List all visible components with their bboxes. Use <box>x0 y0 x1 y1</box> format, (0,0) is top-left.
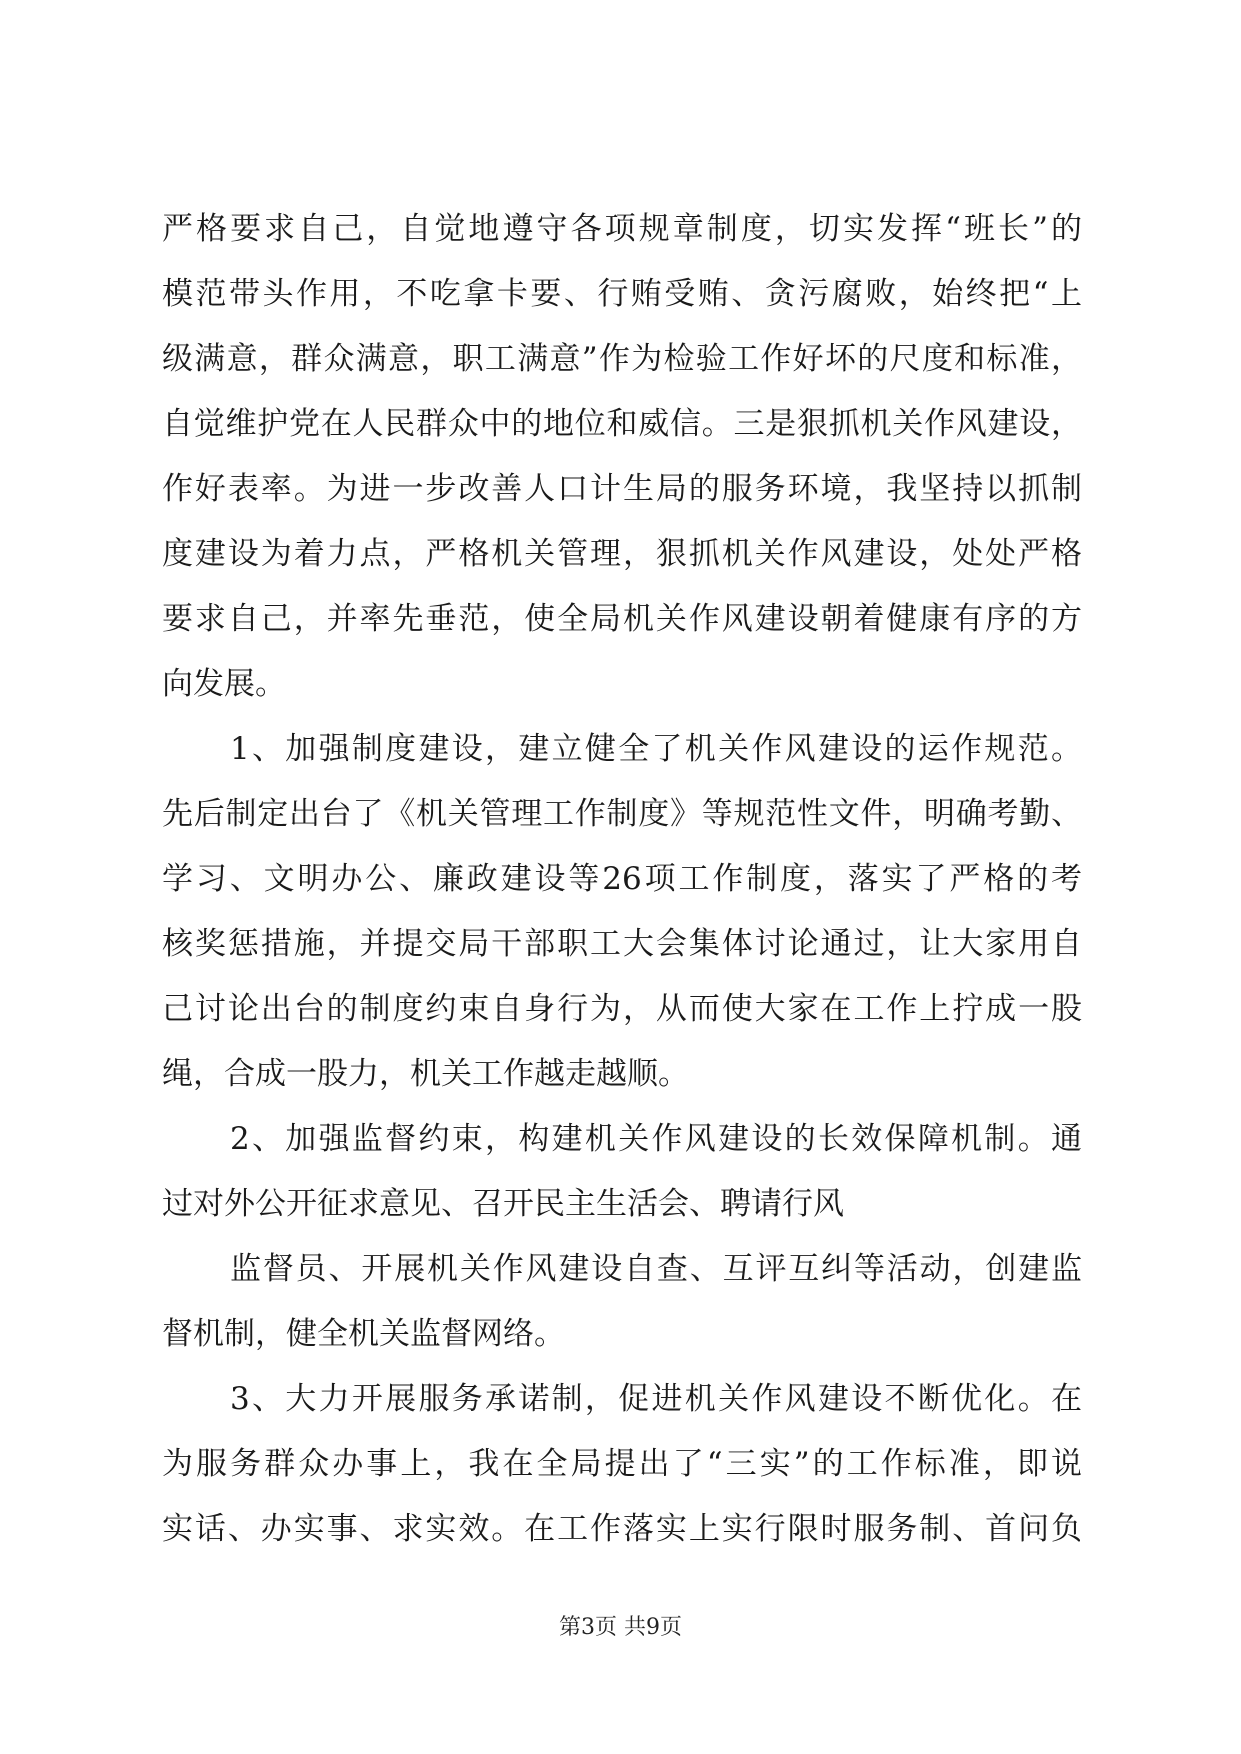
text-line: 先后制定出台了《机关管理工作制度》等规范性文件，明确考勤、 <box>162 796 1082 832</box>
text-line: 己讨论出台的制度约束自身行为，从而使大家在工作上拧成一股 <box>162 991 1082 1027</box>
paragraph-start-line: 2、加强监督约束，构建机关作风建设的长效保障机制。通 <box>230 1121 1082 1157</box>
text-line: 向发展。 <box>162 666 286 702</box>
text-line: 严格要求自己，自觉地遵守各项规章制度，切实发挥“班长”的 <box>162 211 1082 247</box>
text-line: 为服务群众办事上，我在全局提出了“三实”的工作标准，即说 <box>162 1446 1082 1482</box>
text-line: 度建设为着力点，严格机关管理，狠抓机关作风建设，处处严格 <box>162 536 1082 572</box>
text-line: 自觉维护党在人民群众中的地位和威信。三是狠抓机关作风建设， <box>162 406 1082 442</box>
page-number-footer: 第3页 共9页 <box>559 1615 682 1640</box>
text-line: 核奖惩措施，并提交局干部职工大会集体讨论通过，让大家用自 <box>162 926 1082 962</box>
text-line: 实话、办实事、求实效。在工作落实上实行限时服务制、首问负 <box>162 1511 1082 1547</box>
text-line: 监督员、开展机关作风建设自查、互评互纠等活动，创建监 <box>230 1251 1082 1287</box>
text-line: 学习、文明办公、廉政建设等26项工作制度，落实了严格的考 <box>162 861 1082 897</box>
text-line: 作好表率。为进一步改善人口计生局的服务环境，我坚持以抓制 <box>162 471 1082 507</box>
text-line: 督机制，健全机关监督网络。 <box>162 1316 565 1352</box>
text-line: 要求自己，并率先垂范，使全局机关作风建设朝着健康有序的方 <box>162 601 1082 637</box>
text-line: 绳，合成一股力，机关工作越走越顺。 <box>162 1056 689 1092</box>
text-line: 模范带头作用，不吃拿卡要、行贿受贿、贪污腐败，始终把“上 <box>162 276 1082 312</box>
text-line: 过对外公开征求意见、召开民主生活会、聘请行风 <box>162 1186 844 1222</box>
paragraph-start-line: 3、大力开展服务承诺制，促进机关作风建设不断优化。在 <box>230 1381 1082 1417</box>
text-line: 级满意，群众满意，职工满意”作为检验工作好坏的尺度和标准， <box>162 341 1082 377</box>
paragraph-start-line: 1、加强制度建设，建立健全了机关作风建设的运作规范。 <box>230 731 1082 767</box>
